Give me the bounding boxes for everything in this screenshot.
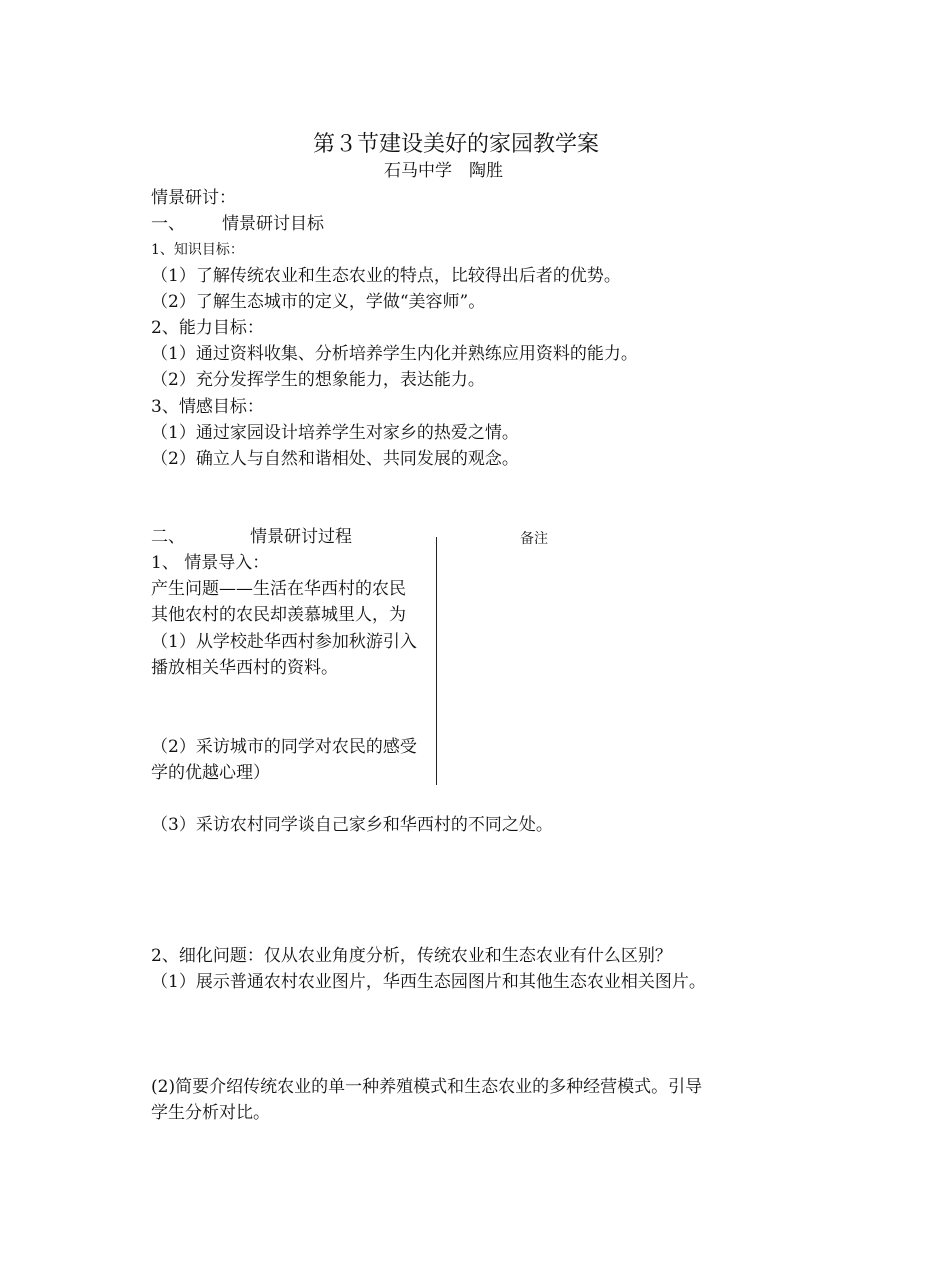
intro-label: 情景研讨： — [151, 188, 236, 208]
section2-heading: 情景研讨过程 — [250, 527, 352, 547]
knowledge-goal-2: （2）了解生态城市的定义，学做“美容师”。 — [151, 292, 486, 312]
problem-line-1: 产生问题——生活在华西村的农民 — [151, 579, 406, 599]
section1-number: 一、 — [151, 214, 185, 234]
ability-goal-heading: 2、能力目标： — [151, 318, 264, 338]
notes-column-label: 备注 — [520, 531, 548, 547]
refine-step-1: （1）展示普通农村农业图片，华西生态园图片和其他生态农业相关图片。 — [151, 972, 706, 992]
ability-goal-2: （2）充分发挥学生的想象能力，表达能力。 — [151, 370, 485, 390]
page-title: 第３节建设美好的家园教学案 — [313, 132, 600, 157]
interview-line-1: （2）采访城市的同学对农民的感受 — [151, 737, 417, 757]
emotion-goal-1: （1）通过家园设计培养学生对家乡的热爱之情。 — [151, 423, 519, 443]
author-line: 石马中学 陶胜 — [384, 161, 503, 181]
ability-goal-1: （1）通过资料收集、分析培养学生内化并熟练应用资料的能力。 — [151, 344, 638, 364]
problem-line-4: 播放相关华西村的资料。 — [151, 658, 338, 678]
scene-intro-heading: 1、 情景导入： — [151, 553, 270, 573]
interview-rural-line: （3）采访农村同学谈自己家乡和华西村的不同之处。 — [151, 815, 553, 835]
section2-number: 二、 — [151, 527, 185, 547]
problem-line-3: （1）从学校赴华西村参加秋游引入 — [151, 632, 417, 652]
refine-question-heading: 2、细化问题：仅从农业角度分析，传统农业和生态农业有什么区别？ — [151, 946, 672, 966]
emotion-goal-2: （2）确立人与自然和谐相处、共同发展的观念。 — [151, 449, 519, 469]
knowledge-goal-1: （1）了解传统农业和生态农业的特点，比较得出后者的优势。 — [151, 266, 621, 286]
problem-line-2: 其他农村的农民却羡慕城里人，为 — [151, 605, 406, 625]
refine-step-2-line-1: (2)简要介绍传统农业的单一种养殖模式和生态农业的多种经营模式。引导 — [151, 1077, 703, 1097]
knowledge-goal-heading: 1、知识目标： — [151, 242, 244, 258]
interview-line-2: 学的优越心理） — [151, 763, 270, 783]
refine-step-2-line-2: 学生分析对比。 — [151, 1103, 270, 1123]
emotion-goal-heading: 3、情感目标： — [151, 397, 264, 417]
section1-heading: 情景研讨目标 — [222, 214, 324, 234]
